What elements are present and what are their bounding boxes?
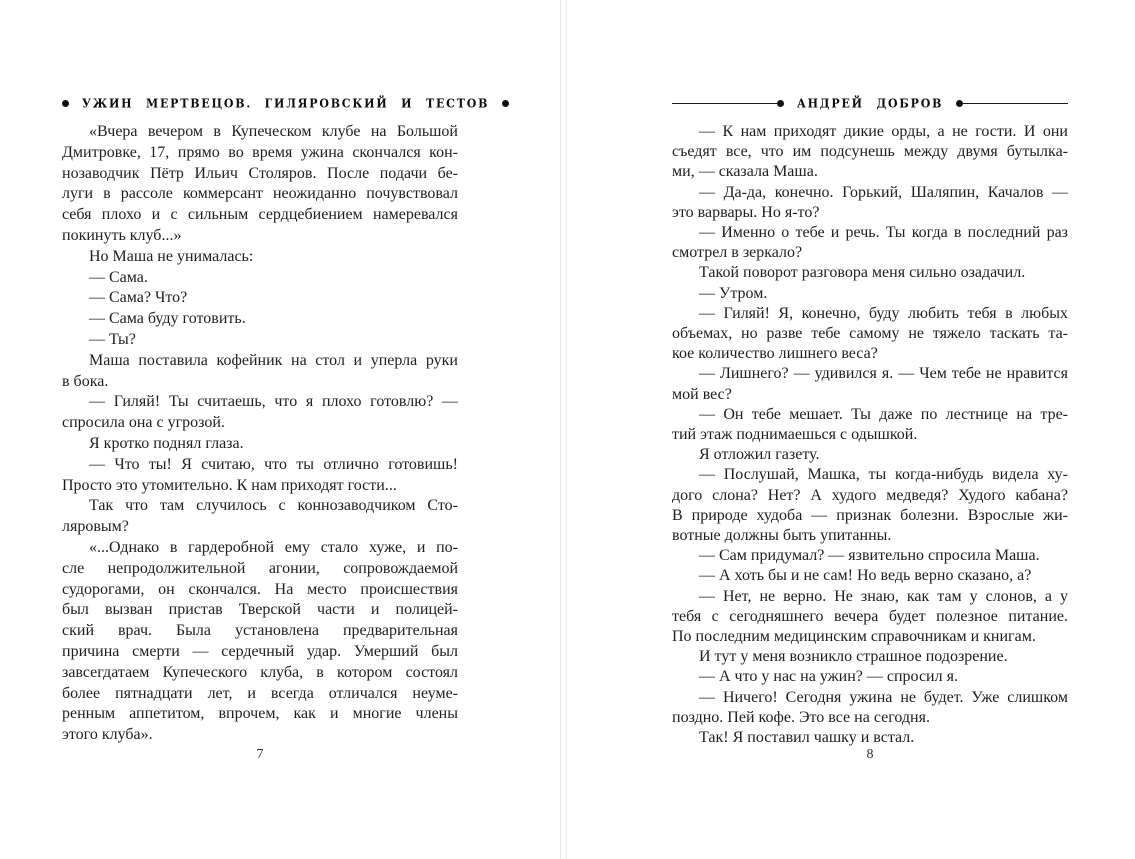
text-line: — Нет, не верно. Не знаю, как там у слонов, а у xyxy=(699,587,1068,605)
text-line: Я отложил газету. xyxy=(699,446,820,464)
ornament-bullet-icon xyxy=(777,100,784,107)
ornament-bullet-icon xyxy=(502,100,509,107)
text-line: Я кротко поднял глаза. xyxy=(89,434,244,452)
text-line: поздно. Пей кофе. Это все на сегодня. xyxy=(672,708,930,726)
text-line: вотные должны быть упитанны. xyxy=(672,527,892,545)
ornament-bullet-icon xyxy=(62,100,69,107)
text-line: Но Маша не унималась: xyxy=(89,247,254,265)
text-line: — А хоть бы и не сам! Но ведь верно сказано, а? xyxy=(699,567,1032,585)
text-line: мой вес? xyxy=(672,385,732,403)
text-line: Так что там случилось с коннозаводчиком Сто- xyxy=(89,497,458,515)
text-line: В природе худоба — признак болезни. Взрослые жи- xyxy=(672,506,1068,524)
text-line: — Именно о тебе и речь. Ты когда в последний раз xyxy=(699,224,1068,242)
text-line: — Гиляй! Ты считаешь, что я плохо готовлю? — xyxy=(89,393,458,411)
page-left xyxy=(0,0,560,859)
text-line: Такой поворот разговора меня сильно озадачил. xyxy=(699,264,1026,282)
page-left-text-column xyxy=(62,0,490,859)
ornament-rule xyxy=(963,103,1068,105)
page-right xyxy=(567,0,1135,859)
text-line: — Что ты! Я считаю, что ты отлично готовишь! xyxy=(89,455,458,473)
text-line: ский врач. Была установлена предварительная xyxy=(62,622,458,640)
text-line: По последним медицинским справочникам и книгам. xyxy=(672,628,1036,646)
text-line: — Сама. xyxy=(89,268,148,286)
text-line: ляровым? xyxy=(62,518,129,536)
text-line: — Ничего! Сегодня ужина не будет. Уже слишком xyxy=(699,688,1068,706)
text-line: — Послушай, Машка, ты когда-нибудь видела ху- xyxy=(699,466,1068,484)
page-gutter-divider xyxy=(560,0,567,859)
text-line: «...Однако в гардеробной ему стало хуже, и по- xyxy=(89,538,458,556)
ornament-rule xyxy=(672,103,777,105)
running-head-left xyxy=(62,96,490,111)
text-line: Дмитровке, 17, прямо во время ужина скончался кон- xyxy=(62,143,458,161)
text-line: кое количество лишнего веса? xyxy=(672,345,878,363)
running-head-right xyxy=(672,97,1068,110)
ornament-bullet-icon xyxy=(956,100,963,107)
text-line: «Вчера вечером в Купеческом клубе на Большой xyxy=(89,123,458,140)
text-line: И тут у меня возникло страшное подозрение. xyxy=(699,648,1008,666)
text-line: Просто это утомительно. К нам приходят гости... xyxy=(62,476,397,494)
text-line: — Сама буду готовить. xyxy=(89,310,246,328)
text-line: покинуть клуб...» xyxy=(62,226,182,244)
text-line: Так! Я поставил чашку и встал. xyxy=(699,729,915,747)
text-line: спросила она с угрозой. xyxy=(62,414,225,432)
text-line: ми, — сказала Маша. xyxy=(672,163,818,181)
text-line: — Утром. xyxy=(699,284,768,302)
text-line: — Он тебе мешает. Ты даже по лестнице на тре- xyxy=(699,405,1068,423)
text-line: — Сама? Что? xyxy=(89,289,188,307)
text-line: завсегдатаем Купеческого клуба, в котором состоял xyxy=(62,663,458,681)
running-head-author: АНДРЕЙ ДОБРОВ xyxy=(796,96,944,111)
text-line: дого слона? Нет? А худого медведя? Худого кабана? xyxy=(672,486,1068,504)
text-line: — Лишнего? — удивился я. — Чем тебе не нравится xyxy=(699,365,1068,383)
text-line: это варвары. Но я-то? xyxy=(672,203,820,221)
text-line: был вызван пристав Тверской части и полицей- xyxy=(62,601,458,619)
text-line: луги в рассоле коммерсант неожиданно почувствовал xyxy=(62,185,458,203)
page-right-text-column xyxy=(672,0,1068,859)
text-line: — Да-да, конечно. Горький, Шаляпин, Качалов — xyxy=(699,183,1068,201)
text-line: себя плохо и с сильным сердцебиением намеревался xyxy=(62,206,458,224)
text-line: нозаводчик Пётр Ильич Столяров. После подачи бе- xyxy=(62,164,458,182)
text-line: в бока. xyxy=(62,372,109,390)
page-number: 8 xyxy=(866,747,874,762)
text-line: съедят все, что им подсунешь между двумя бутылка- xyxy=(672,143,1068,161)
text-line: судорогами, он скончался. На место происшествия xyxy=(62,580,458,598)
text-line: Маша поставила кофейник на стол и уперла руки xyxy=(89,351,458,369)
text-line: этого клуба». xyxy=(62,726,153,744)
text-line: смотрел в зеркало? xyxy=(672,244,803,262)
text-line: сле непродолжительной агонии, сопровождаемой xyxy=(62,559,458,577)
page-number: 7 xyxy=(256,747,264,762)
text-line: — А что у нас на ужин? — спросил я. xyxy=(699,668,958,686)
text-line: — Сам придумал? — язвительно спросила Маша. xyxy=(699,547,1040,565)
text-line: тий этаж поднимаешься с одышкой. xyxy=(672,426,918,444)
text-line: — Ты? xyxy=(89,330,136,348)
text-line: — К нам приходят дикие орды, а не гости. И они xyxy=(699,123,1068,140)
body-text xyxy=(62,122,458,746)
text-line: более пятнадцати лет, и всегда отличался неуме- xyxy=(62,684,458,702)
text-line: тебя с сегодняшнего вечера будет полезное питание. xyxy=(672,607,1068,625)
text-line: — Гиляй! Я, конечно, буду любить тебя в любых xyxy=(699,304,1068,322)
text-line: ренным аппетитом, впрочем, как и многие члены xyxy=(62,705,458,723)
text-line: причина смерти — сердечный удар. Умерший был xyxy=(62,642,458,660)
text-line: объемах, но разве тебе самому не тяжело таскать та- xyxy=(672,325,1068,343)
running-head-title: УЖИН МЕРТВЕЦОВ. ГИЛЯРОВСКИЙ И ТЕСТОВ xyxy=(82,96,490,111)
body-text xyxy=(672,122,1068,748)
